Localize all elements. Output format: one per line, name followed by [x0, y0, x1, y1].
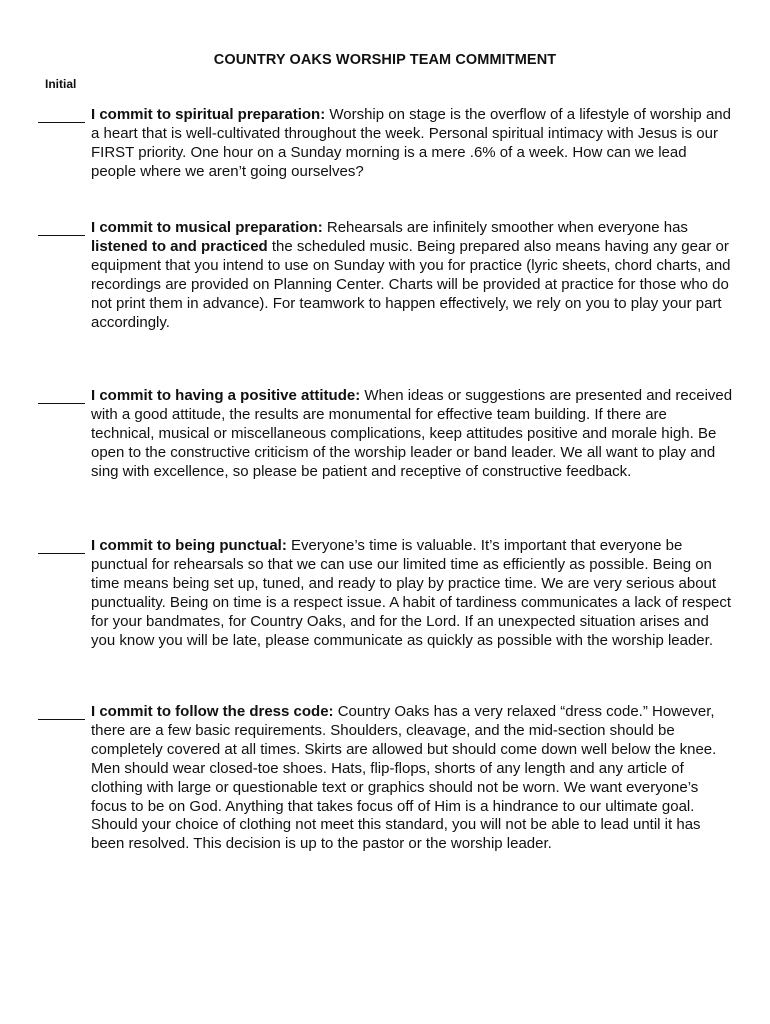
commitment-text: [91, 387, 733, 482]
commitment-emphasis: listened to and practiced: [91, 237, 268, 255]
commitment-body: Worship on stage is the overflow of a lifestyle of worship and a heart that is well-cultivated throughout the week. Personal spiritual intimacy with Jesus is our FIRST priority. One hour on a Sunday morning is a mere .6% of a week. How can we lead people where we aren’t going ourselves?: [91, 106, 731, 180]
initial-blank-line[interactable]: [38, 719, 85, 720]
commitment-dress-code: [38, 703, 733, 854]
initial-blank-line[interactable]: [38, 553, 85, 554]
commitment-text: [91, 537, 733, 650]
commitment-heading: I commit to spiritual preparation:: [91, 106, 326, 123]
initial-blank-line[interactable]: [38, 235, 85, 236]
commitment-body-start: Rehearsals are infinitely smoother when everyone has: [322, 219, 688, 236]
commitment-body: Country Oaks has a very relaxed “dress code.” However, there are a few basic requirements. Shoulders, cleavage, and the mid-section should be completely covered at all times. Skirts are allowed but should come down well below the knee. Men should wear closed-toe shoes. Hats, flip-flops, shorts of any length and any article of clothing with large or questionable text or graphics should not be worn. We want everyone’s focus to be on God. Anything that takes focus off of Him is a hindrance to our ultimate goal. Should your choice of clothing not meet this standard, you will not be able to lead until it has been resolved. This decision is up to the pastor or the worship leader.: [91, 703, 717, 853]
commitment-spiritual-preparation: [38, 106, 733, 182]
commitment-heading: I commit to musical preparation:: [91, 219, 323, 236]
commitment-positive-attitude: [38, 387, 733, 482]
initial-blank-line[interactable]: [38, 122, 85, 123]
commitment-heading: I commit to being punctual:: [91, 537, 287, 554]
commitment-text: [91, 703, 733, 854]
commitment-punctuality: [38, 537, 733, 650]
initial-blank-line[interactable]: [38, 403, 85, 404]
commitment-heading: I commit to having a positive attitude:: [91, 387, 361, 404]
commitment-body: Everyone’s time is valuable. It’s important that everyone be punctual for rehearsals so that we can use our limited time as efficiently as possible. Being on time means being set up, tuned, and ready to play by practice time. We are very serious about punctuality. Being on time is a respect issue. A habit of tardiness communicates a lack of respect for your bandmates, for Country Oaks, and for the Lord. If an unexpected situation arises and you know you will be late, please communicate as quickly as possible with the worship leader.: [91, 537, 732, 649]
commitment-musical-preparation: [38, 219, 733, 332]
commitment-text: [91, 106, 733, 182]
commitment-text: [91, 219, 733, 332]
initial-column-label: Initial: [45, 77, 77, 91]
commitment-heading: I commit to follow the dress code:: [91, 703, 334, 720]
page-title: COUNTRY OAKS WORSHIP TEAM COMMITMENT: [213, 52, 557, 68]
commitment-body-end: the scheduled music. Being prepared also means having any gear or equipment that you intend to use on Sunday with you for practice (lyric sheets, chord charts, and recordings are provided on Planning Center. Charts will be provided at practice for those who do not print them in advance). For teamwork to happen effectively, we rely on you to play your part accordingly.: [91, 237, 731, 331]
commitment-body: When ideas or suggestions are presented and received with a good attitude, the results are monumental for effective team building. If there are technical, musical or miscellaneous complications, keep attitudes positive and morale high. Be open to the constructive criticism of the worship leader or band leader. We all want to play and sing with excellence, so please be patient and receptive of constructive feedback.: [91, 387, 733, 480]
